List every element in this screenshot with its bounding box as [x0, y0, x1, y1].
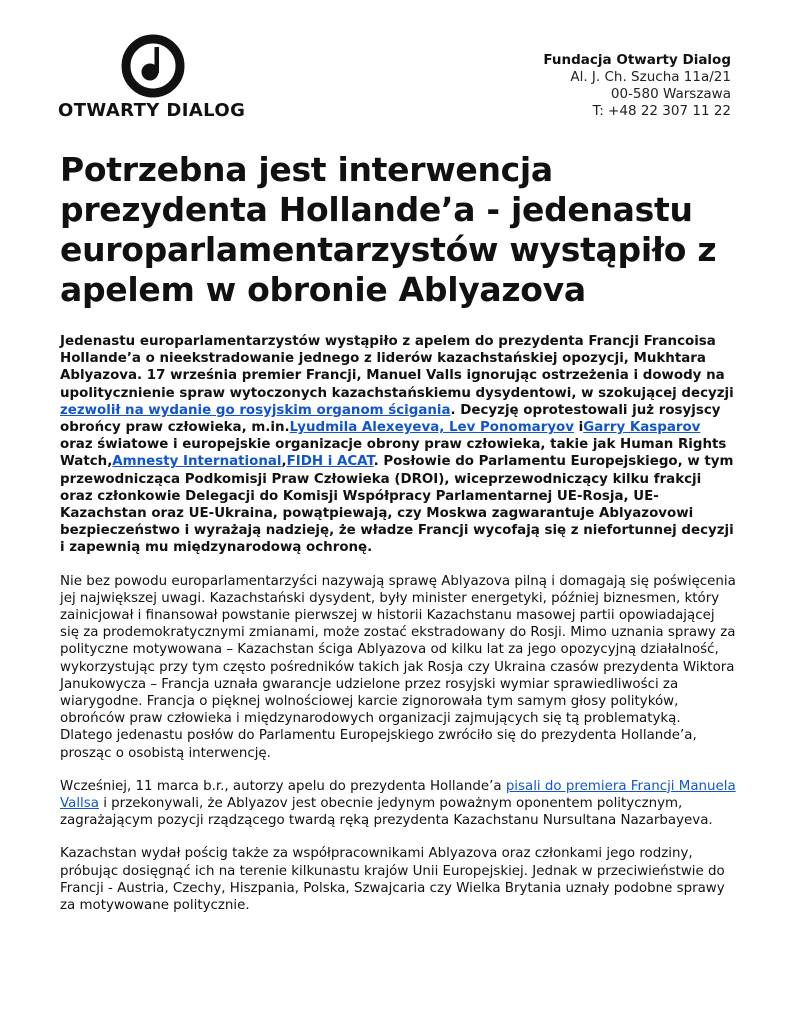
lead-text-2: . Decyzję oprotestowali już rosyjscy obrońcy praw człowieka, m.in.: [60, 402, 721, 436]
article-title: Potrzebna jest interwencja prezydenta Hollande’a - jedenastu europarlamentarzystów wystąpiło z apelem w obronie Ablyazova: [60, 150, 717, 309]
organization-address: [543, 52, 731, 120]
lead-text-5: ,: [281, 454, 287, 470]
article-body: [60, 333, 736, 930]
lead-text-1: Jedenastu europarlamentarzystów wystąpiło z apelem do prezydenta Francji Francoisa Hollande’a o nieekstradowanie jednego z liderów kazachstańskiej opozycji, Mukhtara Ablyazova. 17 września premier Francji, Manuel Valls ignorując ostrzeżenia i dowody na upolitycznienie spraw wytoczonych kazachstańskiemu dysydentowi, w szokującej decyzji: [60, 334, 734, 401]
circled-note-logo-icon: [121, 34, 185, 98]
address-city: 00-580 Warszawa: [610, 86, 731, 102]
address-street: Al. J. Ch. Szucha 11a/21: [570, 69, 731, 85]
organization-name: Fundacja Otwarty Dialog: [543, 52, 731, 68]
amnesty-international-link[interactable]: Amnesty International: [112, 454, 282, 470]
fidh-acat-link[interactable]: FIDH i ACAT: [286, 454, 374, 470]
lead-text-6: . Posłowie do Parlamentu Europejskiego, w tym przewodnicząca Podkomisji Praw Człowieka (DROI), wiceprzewodniczący kilku frakcji oraz członkowie Delegacji do Komisji Współpracy Parlamentarnej UE-Rosja, UE-Kazachstan oraz UE-Ukraina, powątpiewają, czy Moskwa zagwarantuje Ablyazovowi bezpieczeństwo i wyrażają nadzieję, że władze Francji wycofają się z niefortunnej decyzji i zapewnią mu międzynarodową ochronę.: [60, 454, 734, 556]
paragraph-2: Nie bez powodu europarlamentarzyści nazywają sprawę Ablyazova pilną i domagają się poświęcenia jej największej uwagi. Kazachstański dysydent, były minister energetyki, później biznesmen, który zainicjował i finansował powstanie pierwszej w historii Kazachstanu masowej partii opowiadającej się za prodemokratycznymi zmianami, może zostać ekstradowany do Rosji. Mimo uznania sprawy za polityczne motywowana – Kazachstan ściga Ablyazova od kilku lat za jego opozycyjną działalność, wykorzystując przy tym często pośredników takich jak Rosja czy Ukraina czasów prezydenta Wiktora Janukowycza – Francja uznała gwarancje udzielone przez rosyjski wymiar sprawiedliwości za wiarygodne. Francja o pięknej wolnościowej karcie zignorowała tym samym głosy polityków, obrońców praw człowieka i międzynarodowych organizacji zajmujących się tą problematyką. Dlatego jedenastu posłów do Parlamentu Europejskiego zwróciło się do prezydenta Hollande’a, prosząc o osobistą interwencję.: [60, 573, 736, 761]
paragraph-3-text-1: Wcześniej, 11 marca b.r., autorzy apelu do prezydenta Hollande’a: [60, 778, 506, 794]
logo-wordmark: OTWARTY DIALOG: [58, 100, 246, 121]
lead-text-4: oraz światowe i europejskie organizacje obrony praw człowieka, takie jak Human Rights Watch,: [60, 437, 727, 470]
letter-to-valls-link[interactable]: pisali do premiera Francji Manuela Vallsa: [60, 778, 736, 812]
paragraph-3-text-2: i przekonywali, że Ablyazov jest obecnie jedynym poważnym oponentem politycznym, zagrażającym pozycji rządzącego twardą ręką prezydenta Kazachstanu Nursultana Nazarbayeva.: [60, 796, 713, 829]
lead-text-3: i: [573, 420, 584, 436]
phone-number: T: +48 22 307 11 22: [592, 103, 731, 119]
paragraph-3: [60, 778, 736, 830]
paragraph-4: Kazachstan wydał pościg także za współpracownikami Ablyazova oraz członkami jego rodziny, próbując dosięgnąć ich na terenie kilkunastu krajów Unii Europejskiej. Jednak w przeciwieństwie do Francji - Austria, Czechy, Hiszpania, Polska, Szwajcaria czy Wielka Brytania uznały podobne sprawy za motywowane politycznie.: [60, 846, 725, 914]
alexeyeva-ponomaryov-link[interactable]: Lyudmila Alexeyeva, Lev Ponomaryov: [289, 420, 574, 436]
otwarty-dialog-logo: [58, 34, 248, 122]
lead-paragraph: [60, 333, 736, 557]
extradition-decision-link[interactable]: zezwolił na wydanie go rosyjskim organom ścigania: [60, 402, 451, 418]
kasparov-link[interactable]: Garry Kasparov: [583, 420, 701, 436]
